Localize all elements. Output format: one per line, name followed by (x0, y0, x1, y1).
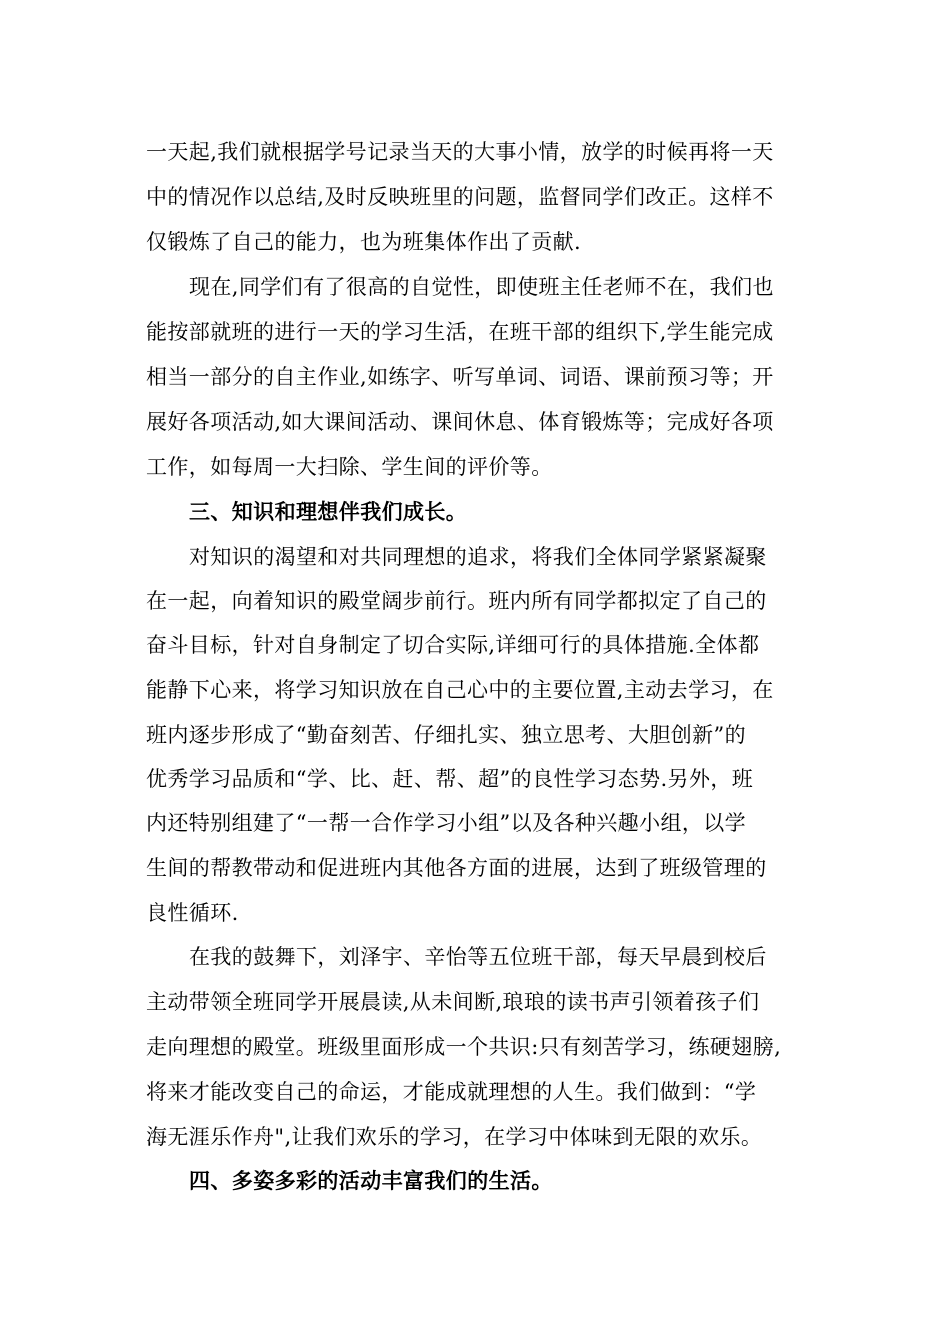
paragraph-line: 海无涯乐作舟",让我们欢乐的学习，在学习中体味到无限的欢乐。 (146, 1125, 763, 1149)
paragraph-line: 对知识的渴望和对共同理想的追求，将我们全体同学紧紧凝聚 (189, 545, 767, 569)
paragraph-line: 在我的鼓舞下，刘泽宇、辛怡等五位班干部，每天早晨到校后 (189, 945, 767, 969)
paragraph-line: 一天起,我们就根据学号记录当天的大事小情，放学的时候再将一天 (146, 140, 774, 164)
paragraph-line: 展好各项活动,如大课间活动、课间休息、体育锻炼等；完成好各项 (146, 410, 774, 434)
paragraph-line: 主动带领全班同学开展晨读,从未间断,琅琅的读书声引领着孩子们 (146, 990, 760, 1014)
paragraph-line: 能按部就班的进行一天的学习生活，在班干部的组织下,学生能完成 (146, 320, 774, 344)
paragraph-line: 内还特别组建了“一帮一合作学习小组”以及各种兴趣小组，以学 (146, 811, 747, 835)
paragraph-line: 奋斗目标，针对自身制定了切合实际,详细可行的具体措施.全体都 (146, 633, 760, 657)
section-heading: 四、多姿多彩的活动丰富我们的生活。 (189, 1168, 553, 1193)
paragraph-line: 能静下心来，将学习知识放在自己心中的主要位置,主动去学习，在 (146, 678, 774, 702)
paragraph-line: 仅锻炼了自己的能力，也为班集体作出了贡献. (146, 230, 582, 254)
section-heading: 三、知识和理想伴我们成长。 (189, 499, 468, 524)
paragraph-line: 工作，如每周一大扫除、学生间的评价等。 (146, 455, 553, 479)
paragraph-line: 将来才能改变自己的命运，才能成就理想的人生。我们做到：“学 (146, 1080, 757, 1104)
paragraph-line: 生间的帮教带动和促进班内其他各方面的进展，达到了班级管理的 (146, 856, 767, 880)
paragraph-line: 中的情况作以总结,及时反映班里的问题，监督同学们改正。这样不 (146, 185, 774, 209)
paragraph-line: 在一起，向着知识的殿堂阔步前行。班内所有同学都拟定了自己的 (146, 589, 767, 613)
paragraph-line: 班内逐步形成了“勤奋刻苦、仔细扎实、独立思考、大胆创新”的 (146, 723, 747, 747)
paragraph-line: 良性循环. (146, 901, 239, 925)
paragraph-line: 走向理想的殿堂。班级里面形成一个共识:只有刻苦学习，练硬翅膀, (146, 1035, 782, 1059)
paragraph-line: 优秀学习品质和“学、比、赶、帮、超”的良性学习态势.另外，班 (146, 767, 754, 791)
paragraph-line: 现在,同学们有了很高的自觉性，即使班主任老师不在，我们也 (189, 275, 774, 299)
paragraph-line: 相当一部分的自主作业,如练字、听写单词、词语、课前预习等；开 (146, 365, 774, 389)
